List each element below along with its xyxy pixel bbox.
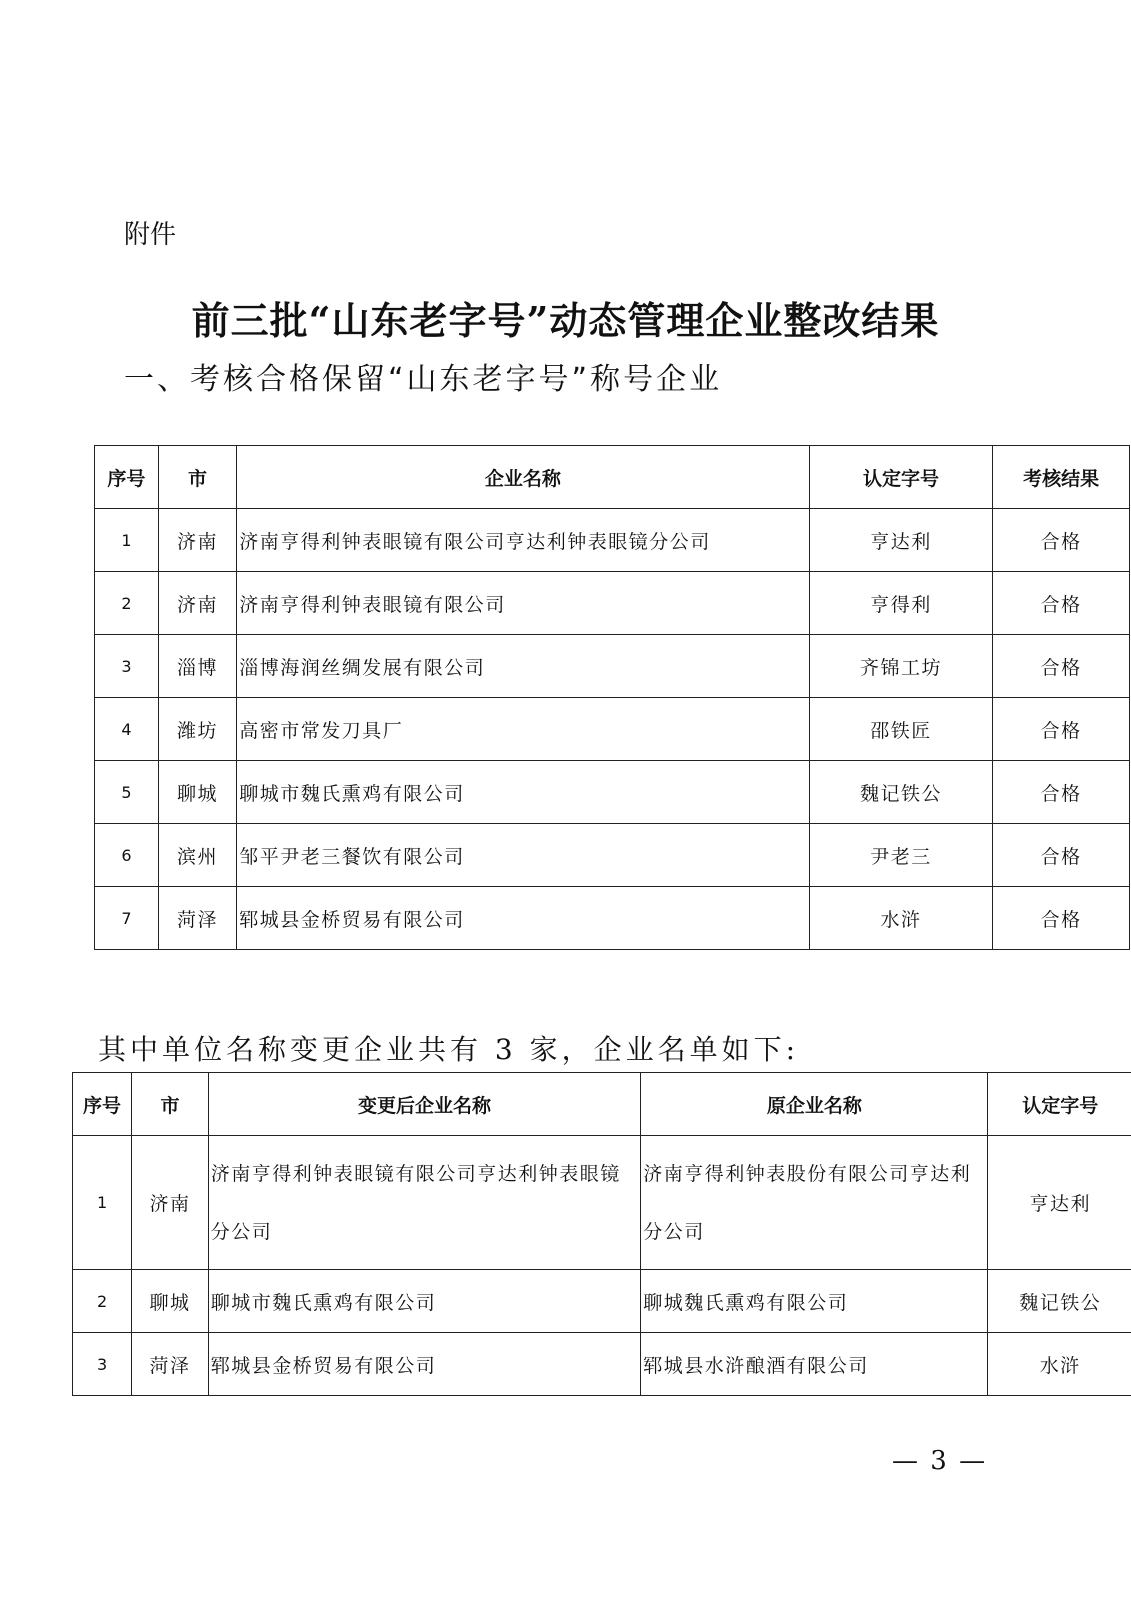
header-result: 考核结果 <box>993 446 1130 509</box>
row-index: 3 <box>95 635 159 698</box>
row-city: 聊城 <box>132 1270 209 1333</box>
row-city: 菏泽 <box>158 887 236 950</box>
header-index: 序号 <box>95 446 159 509</box>
page-number: — 3 — <box>892 1446 988 1476</box>
table-row <box>95 509 1130 572</box>
row-index: 6 <box>95 824 159 887</box>
header-enterprise-name: 企业名称 <box>237 446 809 509</box>
table-row <box>95 761 1130 824</box>
table-row <box>73 1270 1131 1333</box>
row-city: 滨州 <box>158 824 236 887</box>
row-index: 5 <box>95 761 159 824</box>
row-index: 2 <box>73 1270 132 1333</box>
table-row <box>95 824 1130 887</box>
row-new-name: 济南亨得利钟表眼镜有限公司亨达利钟表眼镜分公司 <box>208 1136 641 1270</box>
row-city: 济南 <box>158 509 236 572</box>
header-city: 市 <box>132 1073 209 1136</box>
header-old-name: 原企业名称 <box>641 1073 988 1136</box>
table-row <box>95 887 1130 950</box>
row-result: 合格 <box>993 761 1130 824</box>
row-enterprise-name: 邹平尹老三餐饮有限公司 <box>237 824 809 887</box>
row-brand-name: 水浒 <box>809 887 993 950</box>
header-new-name: 变更后企业名称 <box>208 1073 641 1136</box>
renamed-enterprises-table <box>72 1072 1131 1396</box>
row-result: 合格 <box>993 887 1130 950</box>
row-enterprise-name: 高密市常发刀具厂 <box>237 698 809 761</box>
row-city: 淄博 <box>158 635 236 698</box>
table-row <box>95 572 1130 635</box>
qualified-enterprises-table <box>94 445 1130 950</box>
row-city: 济南 <box>132 1136 209 1270</box>
attachment-label: 附件 <box>124 220 177 250</box>
renamed-enterprises-note: 其中单位名称变更企业共有 3 家，企业名单如下: <box>98 1033 800 1066</box>
row-result: 合格 <box>993 572 1130 635</box>
row-city: 菏泽 <box>132 1333 209 1396</box>
table-header-row <box>95 446 1130 509</box>
row-enterprise-name: 济南亨得利钟表眼镜有限公司 <box>237 572 809 635</box>
row-brand-name: 亨达利 <box>809 509 993 572</box>
row-result: 合格 <box>993 635 1130 698</box>
row-index: 3 <box>73 1333 132 1396</box>
row-new-name: 郓城县金桥贸易有限公司 <box>208 1333 641 1396</box>
row-brand-name: 魏记铁公 <box>809 761 993 824</box>
row-brand-name: 亨得利 <box>809 572 993 635</box>
row-enterprise-name: 聊城市魏氏熏鸡有限公司 <box>237 761 809 824</box>
row-brand-name: 尹老三 <box>809 824 993 887</box>
table-row <box>73 1333 1131 1396</box>
header-index: 序号 <box>73 1073 132 1136</box>
row-index: 1 <box>73 1136 132 1270</box>
header-brand-name: 认定字号 <box>809 446 993 509</box>
table-row <box>95 698 1130 761</box>
row-city: 聊城 <box>158 761 236 824</box>
page-title: 前三批“山东老字号”动态管理企业整改结果 <box>191 298 940 343</box>
table-row <box>73 1136 1131 1270</box>
row-index: 2 <box>95 572 159 635</box>
row-brand-name: 邵铁匠 <box>809 698 993 761</box>
row-old-name: 聊城魏氏熏鸡有限公司 <box>641 1270 988 1333</box>
table-row <box>95 635 1130 698</box>
row-brand-name: 魏记铁公 <box>988 1270 1131 1333</box>
row-old-name: 郓城县水浒酿酒有限公司 <box>641 1333 988 1396</box>
row-old-name: 济南亨得利钟表股份有限公司亨达利分公司 <box>641 1136 988 1270</box>
row-result: 合格 <box>993 824 1130 887</box>
row-new-name: 聊城市魏氏熏鸡有限公司 <box>208 1270 641 1333</box>
header-brand-name: 认定字号 <box>988 1073 1131 1136</box>
row-city: 潍坊 <box>158 698 236 761</box>
table-header-row <box>73 1073 1131 1136</box>
header-city: 市 <box>158 446 236 509</box>
row-enterprise-name: 郓城县金桥贸易有限公司 <box>237 887 809 950</box>
row-index: 1 <box>95 509 159 572</box>
row-index: 4 <box>95 698 159 761</box>
row-result: 合格 <box>993 509 1130 572</box>
row-enterprise-name: 济南亨得利钟表眼镜有限公司亨达利钟表眼镜分公司 <box>237 509 809 572</box>
row-brand-name: 水浒 <box>988 1333 1131 1396</box>
row-enterprise-name: 淄博海润丝绸发展有限公司 <box>237 635 809 698</box>
row-city: 济南 <box>158 572 236 635</box>
section-title: 一、考核合格保留“山东老字号”称号企业 <box>124 362 723 397</box>
row-result: 合格 <box>993 698 1130 761</box>
row-brand-name: 亨达利 <box>988 1136 1131 1270</box>
row-brand-name: 齐锦工坊 <box>809 635 993 698</box>
row-index: 7 <box>95 887 159 950</box>
